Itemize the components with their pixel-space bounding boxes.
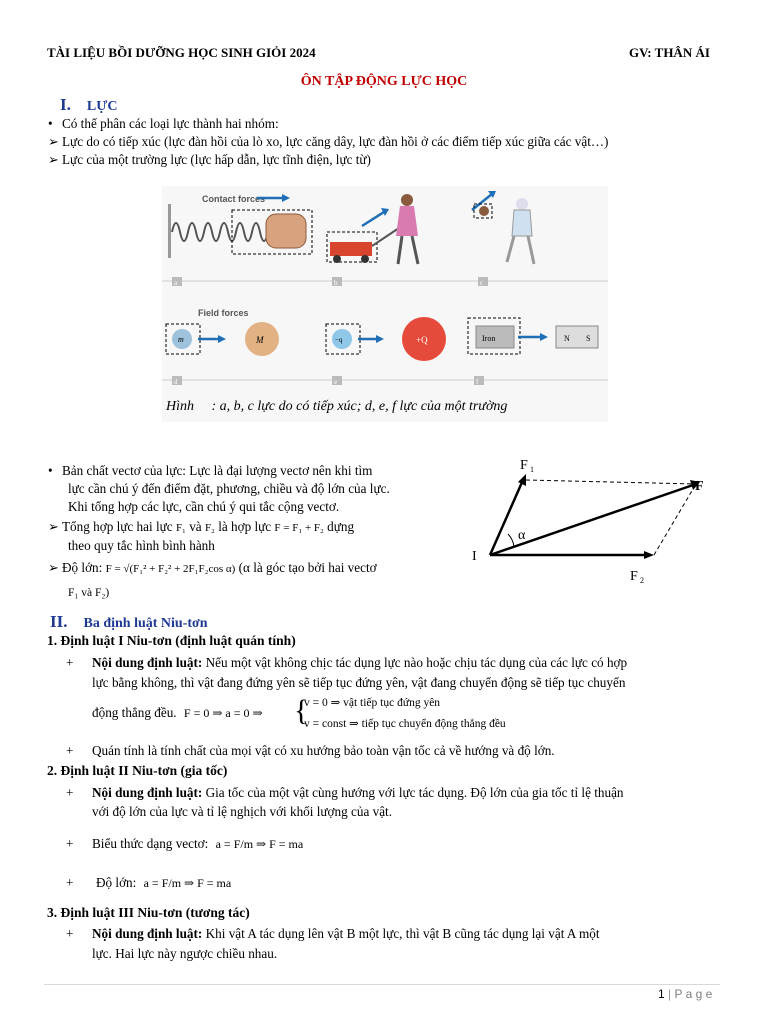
text-line: lực. Hai lực này ngược chiều nhau. — [92, 946, 278, 961]
svg-text:S: S — [586, 334, 591, 343]
law-1-formula: F = 0 ⇒ a = 0 ⇒ — [183, 706, 263, 720]
magnitude-formula: F = √(F₁² + F₂² + 2F₁F₂cos α) — [105, 563, 236, 575]
forces-figure — [162, 186, 608, 422]
magnitude-formula-2: a = F/m ⇒ F = ma — [143, 876, 232, 890]
law-3-content: + Nội dung định luật: Khi vật A tác dụng lên vật B một lực, thì vật B cũng tác dụng lại vật A một — [66, 926, 600, 941]
law-1-title: 1. Định luật I Niu-tơn (định luật quán tính) — [47, 633, 296, 648]
text-line: Khi tổng hợp các lực, cần chú ý qui tắc cộng vectơ. — [68, 499, 340, 514]
svg-text:d: d — [174, 378, 178, 386]
section-2-heading — [50, 612, 208, 632]
svg-text:M: M — [256, 335, 264, 345]
header-left: TÀI LIỆU BỒI DƯỠNG HỌC SINH GIỎI 2024 — [47, 45, 316, 60]
parallelogram-diagram — [468, 460, 718, 590]
law-2-vector: + Biểu thức dạng vectơ: a = F/m ⇒ F = ma — [66, 836, 304, 851]
svg-text:−q: −q — [335, 336, 343, 344]
svg-text:N: N — [564, 334, 570, 343]
list-item: • Bản chất vectơ của lực: Lực là đại lượng vectơ nên khi tìm — [48, 463, 373, 478]
svg-text:2: 2 — [640, 576, 644, 585]
footer-divider — [44, 984, 720, 985]
text-line: với độ lớn của lực và tỉ lệ nghịch với khối lượng của vật. — [92, 804, 393, 819]
inertia-item: + Quán tính là tính chất của mọi vật có xu hướng bảo toàn vận tốc cả về hướng và độ lớn. — [66, 743, 555, 758]
svg-text:a: a — [174, 279, 178, 287]
forces-illustration — [162, 186, 608, 422]
diagram-F2: F — [630, 569, 638, 584]
law-1-case-2: v = const ⇒ tiếp tục chuyển động thẳng đều — [304, 718, 506, 730]
page-footer: 1 | P a g e — [658, 987, 713, 1001]
text-line: F₁ và F₂) — [68, 587, 110, 599]
text-line: lực bằng không, thì vật đang đứng yên sẽ tiếp tục đứng yên, vật đang chuyển động sẽ tiếp tục chuyển — [92, 675, 626, 690]
diagram-F: F — [695, 479, 704, 494]
svg-text:+Q: +Q — [416, 335, 428, 345]
page-number: 1 — [658, 987, 665, 1001]
text-line: lực cần chú ý đến điểm đặt, phương, chiều và độ lớn của lực. — [68, 481, 390, 496]
law-2-magnitude: + Độ lớn: a = F/m ⇒ F = ma — [66, 875, 232, 890]
diagram-F1: F — [520, 460, 528, 473]
law-1-case-1: v = 0 ⇒ vật tiếp tục đứng yên — [304, 697, 441, 709]
law-2-title: 2. Định luật II Niu-tơn (gia tốc) — [47, 763, 228, 778]
field-forces-label: Field forces — [198, 308, 249, 318]
section-1-label: LỰC — [86, 99, 118, 114]
section-1-heading — [60, 95, 117, 115]
list-item: ➢ Lực do có tiếp xúc (lực đàn hồi của lò xo, lực căng dây, lực đàn hồi ở các điểm tiếp xúc giữa các vật…) — [48, 134, 609, 149]
page-title: ÔN TẬP ĐỘNG LỰC HỌC — [300, 74, 468, 89]
section-2-label: Ba định luật Niu-tơn — [83, 616, 208, 631]
svg-text:b: b — [334, 279, 338, 287]
svg-text:e: e — [334, 378, 338, 386]
law-1-content: + Nội dung định luật: Nếu một vật không chịc tác dụng lực nào hoặc chịu tác dụng của các lực có hợp — [66, 655, 628, 670]
svg-text:c: c — [480, 279, 484, 287]
svg-text:Iron: Iron — [482, 334, 496, 343]
page-label: P a g e — [674, 987, 713, 1001]
list-item: ➢ Độ lớn: F = √(F₁² + F₂² + 2F₁F₂cos α) (α là góc tạo bởi hai vectơ — [48, 560, 377, 575]
svg-text:f: f — [476, 378, 479, 386]
section-2-number: II. — [50, 612, 68, 631]
text-line: theo quy tắc hình bình hành — [68, 538, 215, 553]
law-3-title: 3. Định luật III Niu-tơn (tương tác) — [47, 905, 250, 920]
header-right: GV: THÂN ÁI — [629, 45, 710, 60]
vector-formula: a = F/m ⇒ F = ma — [215, 837, 304, 851]
diagram-alpha: α — [518, 528, 526, 543]
diagram-I: I — [472, 549, 477, 564]
list-item: ➢ Tổng hợp lực hai lực F₁ và F₂ là hợp lực F = F₁ + F₂ dựng — [48, 519, 355, 534]
svg-text:1: 1 — [530, 465, 534, 474]
section-1-number: I. — [60, 95, 71, 114]
list-item: ➢ Lực của một trường lực (lực hấp dẫn, lực tĩnh điện, lực từ) — [48, 152, 371, 167]
contact-forces-label: Contact forces — [202, 194, 266, 204]
brace: { — [294, 694, 309, 727]
law-2-content: + Nội dung định luật: Gia tốc của một vật cùng hướng với lực tác dụng. Độ lớn của gia tốc tỉ lệ thuận — [66, 785, 624, 800]
list-item: • Có thể phân các loại lực thành hai nhóm: — [48, 116, 279, 131]
text-line: động thẳng đều. F = 0 ⇒ a = 0 ⇒ — [92, 705, 263, 720]
figure-caption: Hình : a, b, c lực do có tiếp xúc; d, e, f lực của một trường — [166, 399, 508, 414]
svg-text:m: m — [178, 335, 184, 344]
